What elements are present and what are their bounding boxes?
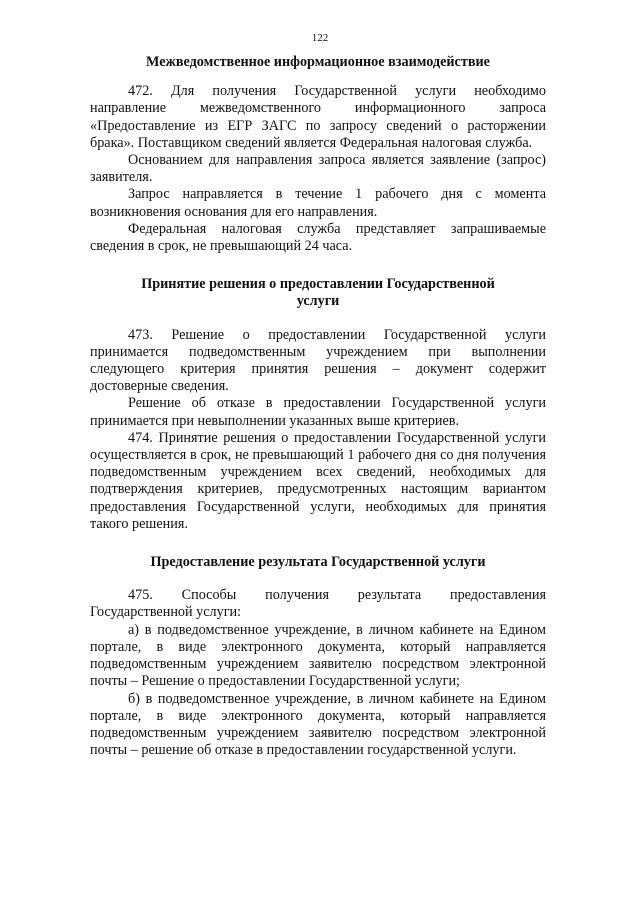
document-body — [90, 54, 546, 759]
paragraph: Федеральная налоговая служба представляет запрашиваемые сведения в срок, не превышающий 24 часа. — [90, 220, 546, 255]
paragraph: Запрос направляется в течение 1 рабочего дня с момента возникновения основания для его направления. — [90, 186, 546, 220]
paragraph-473: 473. Решение о предоставлении Государственной услуги принимается подведомственным учреждением при выполнении следующего критерия принятия решения – документ содержит достоверные сведения. — [90, 326, 546, 395]
section-interagency-interaction — [90, 54, 546, 255]
page-number: 122 — [311, 32, 329, 44]
section-decision — [90, 276, 546, 533]
paragraph: Решение об отказе в предоставлении Государственной услуги принимается при невыполнении указанных выше критериев. — [90, 395, 546, 429]
section-result-delivery — [90, 554, 546, 759]
list-item-b: б) в подведомственное учреждение, в личном кабинете на Едином портале, в виде электронного документа, который направляется подведомственным учреждением заявителю посредством электронной почты – решение об отказе в предоставлении государственной услуги. — [90, 690, 546, 759]
paragraph: Основанием для направления запроса является заявление (запрос) заявителя. — [90, 152, 546, 186]
section-heading: Принятие решения о предоставлении Государственной услуги — [141, 276, 495, 310]
list-item-a: а) в подведомственное учреждение, в личном кабинете на Едином портале, в виде электронного документа, который направляется подведомственным учреждением заявителю посредством электронной почты – Решение о предоставлении Государственной услуги; — [90, 621, 546, 690]
paragraph-472: 472. Для получения Государственной услуги необходимо направление межведомственного информационного запроса «Предоставление из ЕГР ЗАГС по запросу сведений о расторжении брака». Поставщиком сведений является Федеральная налоговая служба. — [90, 83, 546, 151]
section-heading: Предоставление результата Государственной услуги — [150, 554, 486, 571]
paragraph-475: 475. Способы получения результата предоставления Государственной услуги: — [90, 587, 546, 621]
paragraph-474: 474. Принятие решения о предоставлении Государственной услуги осуществляется в срок, не превышающий 1 рабочего дня со дня получения подведомственным учреждением всех сведений, необходимых для подтверждения критериев, предусмотренных настоящим вариантом предоставления Государственной услуги, необходимых для принятия такого решения. — [90, 429, 546, 532]
section-heading: Межведомственное информационное взаимодействие — [146, 54, 490, 70]
